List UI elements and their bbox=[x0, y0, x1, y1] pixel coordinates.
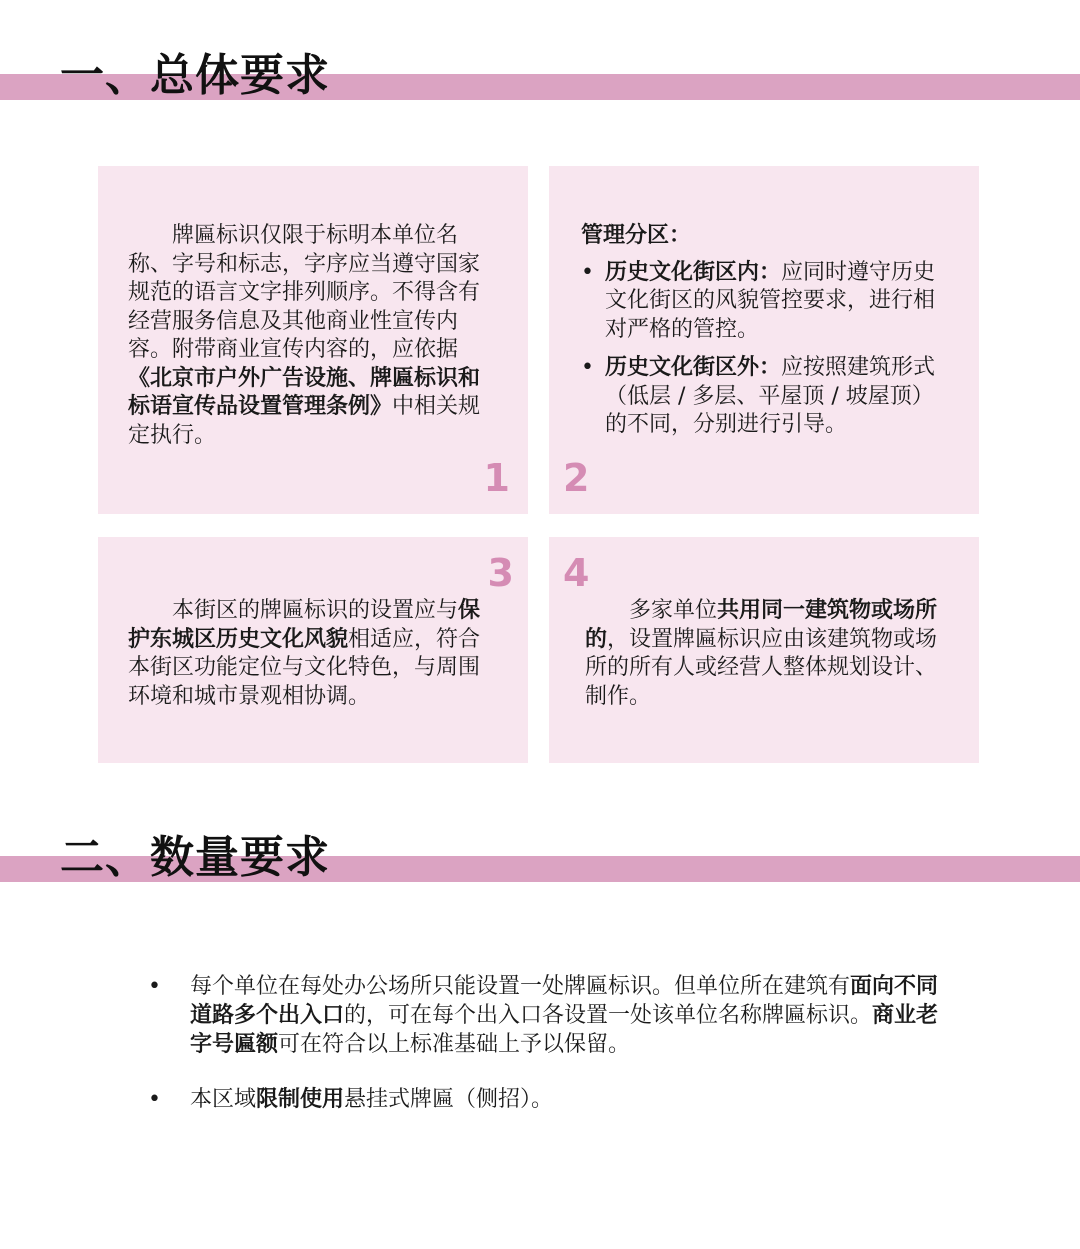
card-text-part: 中相关规定执行。 bbox=[128, 394, 481, 448]
requirement-card-4 bbox=[549, 537, 979, 763]
requirement-card-3 bbox=[98, 537, 528, 763]
section-title: 二、数量要求 bbox=[60, 832, 330, 883]
quantity-list bbox=[148, 972, 948, 1140]
card-text bbox=[128, 597, 496, 711]
list-item-bold: 面向不同道路多个出入口 bbox=[190, 974, 939, 1028]
list-item bbox=[148, 972, 948, 1059]
list-item-text: 应同时遵守历史文化街区的风貌管控要求，进行相对严格的管控。 bbox=[605, 259, 936, 342]
requirement-card-1 bbox=[98, 166, 528, 514]
card-heading: 管理分区： bbox=[581, 223, 692, 248]
list-item-bold: 历史文化街区外： bbox=[605, 355, 782, 380]
list-item bbox=[581, 259, 949, 345]
section-header-general bbox=[0, 48, 1080, 108]
card-text bbox=[128, 222, 496, 450]
list-item-bold: 限制使用 bbox=[256, 1087, 345, 1112]
card-number: 4 bbox=[563, 551, 590, 595]
card-text-bold: 《北京市户外广告设施、牌匾标识和标语宣传品设置管理条例》 bbox=[128, 365, 481, 419]
bullet-icon: • bbox=[148, 1087, 161, 1112]
card-text-bold: 共用同一建筑物或场所的 bbox=[585, 598, 938, 652]
card-number: 1 bbox=[483, 456, 510, 500]
card-text-bold: 保护东城区历史文化风貌 bbox=[128, 598, 481, 652]
section-header-quantity bbox=[0, 830, 1080, 890]
card-text-part: 牌匾标识仅限于标明本单位名称、字号和标志，字序应当遵守国家规范的语言文字排列顺序。不得含有经营服务信息及其他商业性宣传内容。附带商业宣传内容的，应依据 bbox=[128, 223, 481, 362]
list-item bbox=[148, 1085, 948, 1114]
card-text-part: ，设置牌匾标识应由该建筑物或场所的所有人或经营人整体规划设计、制作。 bbox=[585, 626, 938, 709]
list-item bbox=[581, 354, 949, 440]
list-item-text: 的，可在每个出入口各设置一处该单位名称牌匾标识。 bbox=[344, 1003, 873, 1028]
list-item-text: 可在符合以上标准基础上予以保留。 bbox=[278, 1032, 631, 1057]
card-number: 3 bbox=[487, 551, 514, 595]
card-text-part: 多家单位 bbox=[629, 598, 718, 623]
requirement-card-2 bbox=[549, 166, 979, 514]
list-item-text: 本区域 bbox=[190, 1087, 257, 1112]
card-text-part: 相适应，符合本街区功能定位与文化特色，与周围环境和城市景观相协调。 bbox=[128, 626, 481, 709]
list-item-text: 每个单位在每处办公场所只能设置一处牌匾标识。但单位所在建筑有 bbox=[190, 974, 851, 999]
card-text bbox=[585, 597, 949, 711]
section-title: 一、总体要求 bbox=[60, 50, 330, 101]
card-text-part: 本街区的牌匾标识的设置应与 bbox=[172, 598, 459, 623]
zone-list bbox=[581, 259, 949, 440]
list-item-bold: 商业老字号匾额 bbox=[190, 1003, 939, 1057]
list-item-bold: 历史文化街区内： bbox=[605, 259, 782, 285]
list-item-text: 应按照建筑形式（低层 / 多层、平屋顶 / 坡屋顶）的不同，分别进行引导。 bbox=[605, 355, 936, 437]
bullet-icon: • bbox=[148, 974, 161, 999]
list-item-text: 悬挂式牌匾（侧招）。 bbox=[344, 1087, 554, 1112]
card-number: 2 bbox=[563, 456, 590, 500]
